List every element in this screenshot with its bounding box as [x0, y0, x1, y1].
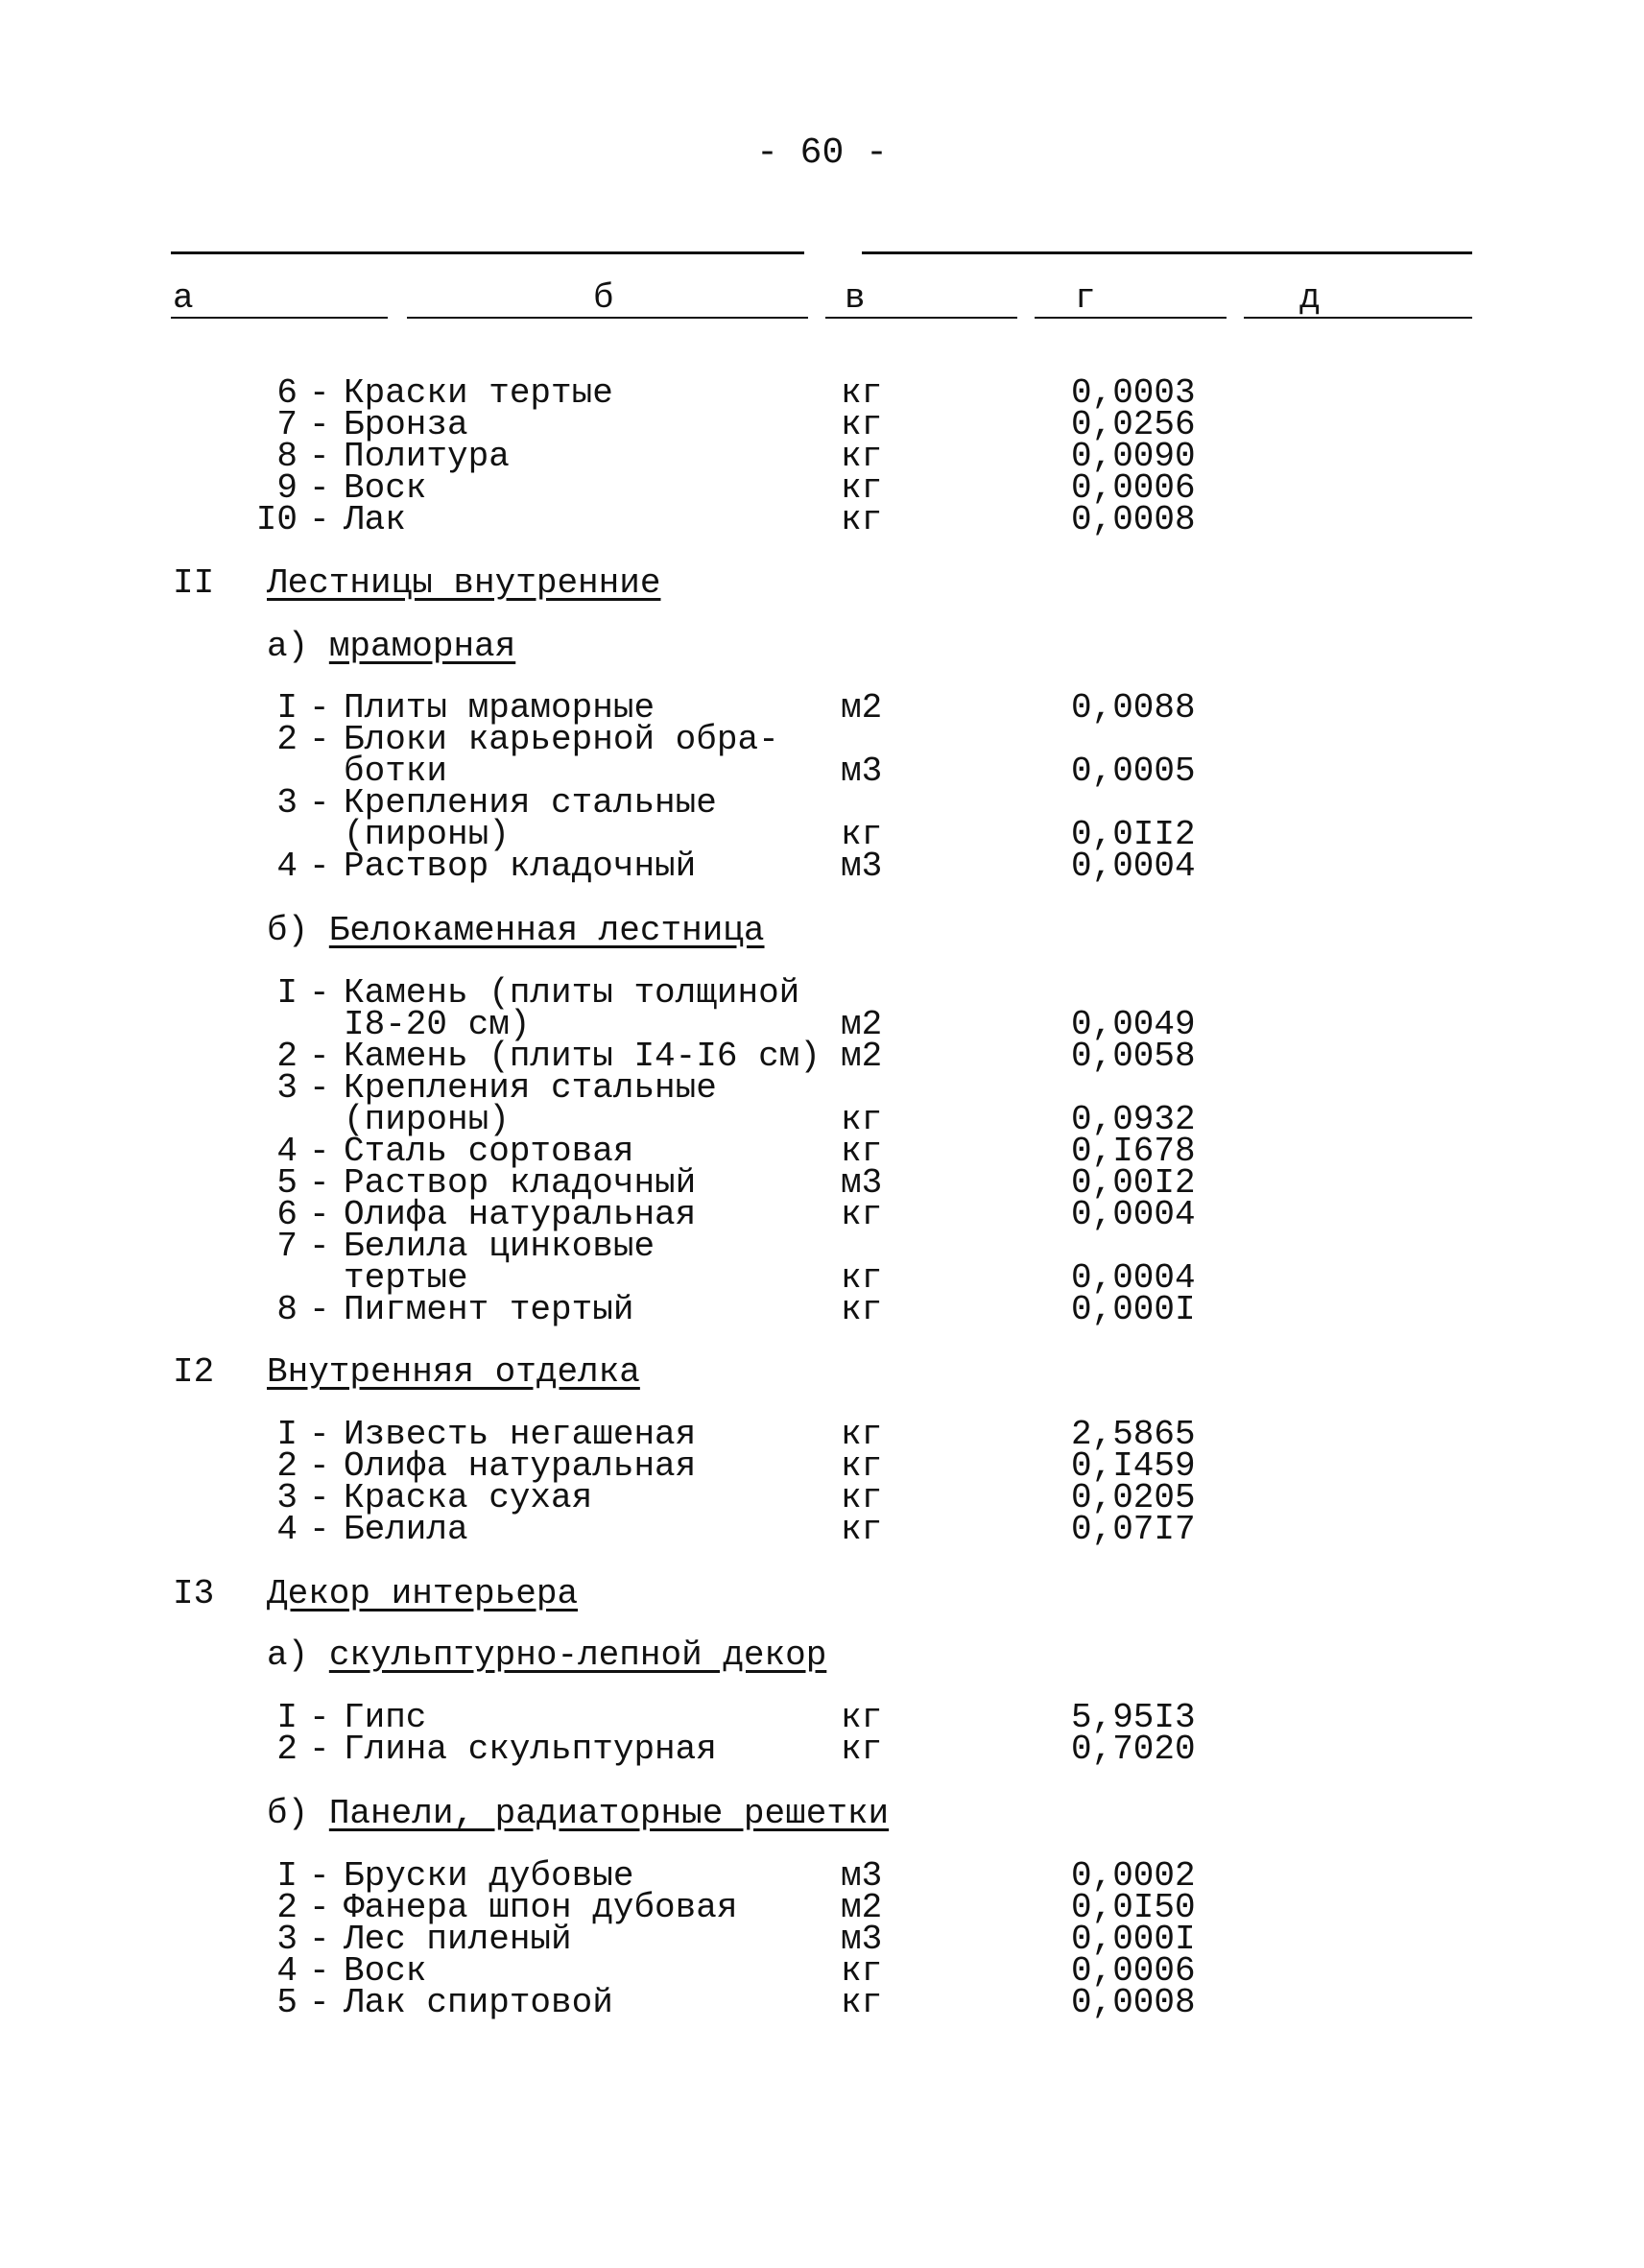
item-dash: -	[309, 500, 330, 539]
item-name: Камень (плиты толщиной	[344, 973, 800, 1013]
list-item	[0, 720, 1644, 791]
item-unit: кг	[841, 1290, 883, 1329]
subsection-heading	[267, 627, 516, 666]
item-dash: -	[309, 847, 330, 886]
item-value: 0,07I7	[1071, 1510, 1196, 1549]
subsection-prefix: а)	[267, 627, 309, 666]
column-header-c: в	[845, 278, 866, 318]
item-number: 4	[276, 1951, 298, 1991]
item-name: Лак спиртовой	[344, 1983, 613, 2022]
item-unit: м3	[841, 847, 883, 886]
item-number: I0	[255, 500, 298, 539]
item-dash: -	[309, 1920, 330, 1959]
column-header-a: а	[173, 278, 194, 318]
item-unit: кг	[841, 1415, 883, 1454]
subsection-label: скульптурно-лепной декор	[328, 1635, 827, 1675]
item-dash: -	[309, 437, 330, 476]
list-item	[0, 468, 1644, 508]
section-title: Внутренняя отделка	[267, 1352, 640, 1392]
list-item	[0, 1195, 1644, 1234]
list-item	[0, 1290, 1644, 1329]
item-value: 0,0049	[1071, 1005, 1196, 1044]
item-value: 0,0I50	[1071, 1888, 1196, 1927]
item-number: 3	[276, 1068, 298, 1108]
item-name: Фанера шпон дубовая	[344, 1888, 738, 1927]
item-dash: -	[309, 1730, 330, 1769]
item-dash: -	[309, 1195, 330, 1234]
column-header-e: д	[1299, 278, 1321, 318]
header-underline-e	[1244, 317, 1472, 319]
item-number: 2	[276, 1730, 298, 1769]
list-item	[0, 1446, 1644, 1486]
item-number: 3	[276, 1920, 298, 1959]
item-number: 8	[276, 1290, 298, 1329]
item-name: Воск	[344, 1951, 427, 1991]
item-name-continued: I8-20 см)	[344, 1005, 531, 1044]
item-name: Блоки карьерной обра-	[344, 720, 779, 759]
item-value: 0,0006	[1071, 468, 1196, 508]
list-item	[0, 1510, 1644, 1549]
item-name-continued: ботки	[344, 752, 448, 791]
item-name: Бронза	[344, 405, 468, 444]
item-name: Раствор кладочный	[344, 847, 697, 886]
item-number: I	[276, 1415, 298, 1454]
item-number: 9	[276, 468, 298, 508]
item-value: 2,5865	[1071, 1415, 1196, 1454]
item-number: 8	[276, 437, 298, 476]
column-header-b: б	[593, 278, 614, 318]
item-dash: -	[309, 1698, 330, 1737]
item-name: Сталь сортовая	[344, 1132, 634, 1171]
item-value: 0,0058	[1071, 1037, 1196, 1076]
item-number: I	[276, 1698, 298, 1737]
item-dash: -	[309, 373, 330, 413]
item-name: Олифа натуральная	[344, 1195, 697, 1234]
item-unit: м2	[841, 1888, 883, 1927]
subsection-heading	[267, 1794, 890, 1833]
item-number: 4	[276, 1510, 298, 1549]
item-number: 4	[276, 1132, 298, 1171]
list-item	[0, 1068, 1644, 1139]
item-value: 0,000I	[1071, 1920, 1196, 1959]
item-name: Лес пиленый	[344, 1920, 572, 1959]
list-item	[0, 405, 1644, 444]
item-unit: м3	[841, 1920, 883, 1959]
item-value: 0,00I2	[1071, 1163, 1196, 1203]
section-title: Лестницы внутренние	[267, 563, 661, 603]
item-number: 5	[276, 1163, 298, 1203]
item-name: Олифа натуральная	[344, 1446, 697, 1486]
item-unit: кг	[841, 1510, 883, 1549]
item-unit: кг	[841, 1100, 883, 1139]
page-number: - 60 -	[756, 132, 888, 174]
subsection-prefix: б)	[267, 911, 309, 950]
item-number: 3	[276, 783, 298, 823]
list-item	[0, 1037, 1644, 1076]
item-number: I	[276, 973, 298, 1013]
item-unit: м3	[841, 752, 883, 791]
item-name: Раствор кладочный	[344, 1163, 697, 1203]
item-value: 0,0932	[1071, 1100, 1196, 1139]
item-name-continued: (пироны)	[344, 815, 510, 854]
item-number: 2	[276, 1037, 298, 1076]
list-item	[0, 847, 1644, 886]
item-value: 0,0008	[1071, 500, 1196, 539]
item-name: Белила цинковые	[344, 1227, 655, 1266]
item-unit: м2	[841, 688, 883, 728]
list-item	[0, 1856, 1644, 1896]
item-value: 0,0256	[1071, 405, 1196, 444]
item-name-continued: тертые	[344, 1258, 468, 1298]
header-underline-a	[171, 317, 388, 319]
item-unit: кг	[841, 1195, 883, 1234]
item-name: Краски тертые	[344, 373, 613, 413]
top-rule-right	[862, 251, 1472, 254]
item-dash: -	[309, 468, 330, 508]
subsection-label: Белокаменная лестница	[328, 911, 765, 950]
item-number: 2	[276, 1446, 298, 1486]
item-dash: -	[309, 1983, 330, 2022]
item-value: 0,7020	[1071, 1730, 1196, 1769]
item-dash: -	[309, 1888, 330, 1927]
item-unit: кг	[841, 373, 883, 413]
list-item	[0, 783, 1644, 854]
item-value: 0,I678	[1071, 1132, 1196, 1171]
item-unit: м3	[841, 1163, 883, 1203]
item-value: 0,0004	[1071, 847, 1196, 886]
item-name: Политура	[344, 437, 510, 476]
item-unit: кг	[841, 500, 883, 539]
item-dash: -	[309, 1290, 330, 1329]
item-value: 0,0II2	[1071, 815, 1196, 854]
list-item	[0, 1730, 1644, 1769]
item-dash: -	[309, 1037, 330, 1076]
list-item	[0, 1698, 1644, 1737]
item-value: 0,0004	[1071, 1258, 1196, 1298]
item-dash: -	[309, 405, 330, 444]
item-dash: -	[309, 1510, 330, 1549]
item-unit: м3	[841, 1856, 883, 1896]
item-value: 0,0088	[1071, 688, 1196, 728]
item-name: Белила	[344, 1510, 468, 1549]
item-number: 6	[276, 1195, 298, 1234]
header-underline-b	[407, 317, 808, 319]
item-dash: -	[309, 1446, 330, 1486]
section-number: II	[173, 563, 215, 603]
item-unit: кг	[841, 1258, 883, 1298]
item-unit: м2	[841, 1037, 883, 1076]
list-item	[0, 437, 1644, 476]
item-value: 5,95I3	[1071, 1698, 1196, 1737]
item-unit: кг	[841, 468, 883, 508]
list-item	[0, 688, 1644, 728]
item-name: Известь негашеная	[344, 1415, 697, 1454]
item-number: I	[276, 688, 298, 728]
list-item	[0, 973, 1644, 1044]
item-name: Гипс	[344, 1698, 427, 1737]
list-item	[0, 1478, 1644, 1517]
subsection-prefix: а)	[267, 1635, 309, 1675]
item-name: Бруски дубовые	[344, 1856, 634, 1896]
top-rule-left	[171, 251, 804, 254]
item-number: 4	[276, 847, 298, 886]
item-unit: кг	[841, 1478, 883, 1517]
item-value: 0,0008	[1071, 1983, 1196, 2022]
list-item	[0, 500, 1644, 539]
list-item	[0, 1132, 1644, 1171]
item-value: 0,0205	[1071, 1478, 1196, 1517]
item-value: 0,0003	[1071, 373, 1196, 413]
column-header-d: г	[1075, 278, 1096, 318]
subsection-heading	[267, 1635, 827, 1675]
list-item	[0, 1227, 1644, 1298]
item-value: 0,0002	[1071, 1856, 1196, 1896]
item-dash: -	[309, 973, 330, 1013]
item-unit: кг	[841, 437, 883, 476]
item-dash: -	[309, 1415, 330, 1454]
item-value: 0,I459	[1071, 1446, 1196, 1486]
item-dash: -	[309, 783, 330, 823]
item-unit: кг	[841, 1983, 883, 2022]
header-underline-c	[825, 317, 1017, 319]
section-number: I2	[173, 1352, 215, 1392]
header-underline-d	[1035, 317, 1227, 319]
item-dash: -	[309, 688, 330, 728]
item-name: Крепления стальные	[344, 1068, 717, 1108]
item-name: Воск	[344, 468, 427, 508]
item-unit: кг	[841, 1446, 883, 1486]
list-item	[0, 1983, 1644, 2022]
item-dash: -	[309, 1856, 330, 1896]
item-unit: кг	[841, 405, 883, 444]
subsection-label: мраморная	[328, 627, 516, 666]
item-value: 0,000I	[1071, 1290, 1196, 1329]
item-name: Крепления стальные	[344, 783, 717, 823]
list-item	[0, 1888, 1644, 1927]
item-number: 2	[276, 1888, 298, 1927]
item-unit: кг	[841, 1698, 883, 1737]
item-name: Лак	[344, 500, 406, 539]
item-dash: -	[309, 1478, 330, 1517]
list-item	[0, 1920, 1644, 1959]
item-unit: кг	[841, 1951, 883, 1991]
item-dash: -	[309, 1951, 330, 1991]
list-item	[0, 373, 1644, 413]
list-item	[0, 1415, 1644, 1454]
item-name: Краска сухая	[344, 1478, 593, 1517]
item-name: Камень (плиты I4-I6 см)	[344, 1037, 821, 1076]
item-dash: -	[309, 1132, 330, 1171]
item-value: 0,0004	[1071, 1195, 1196, 1234]
section-number: I3	[173, 1574, 215, 1613]
item-value: 0,0005	[1071, 752, 1196, 791]
subsection-prefix: б)	[267, 1794, 309, 1833]
subsection-heading	[267, 911, 765, 950]
subsection-label: Панели, радиаторные решетки	[328, 1794, 890, 1833]
item-unit: кг	[841, 815, 883, 854]
section-title: Декор интерьера	[267, 1574, 579, 1613]
item-dash: -	[309, 1227, 330, 1266]
item-number: 7	[276, 1227, 298, 1266]
item-value: 0,0006	[1071, 1951, 1196, 1991]
item-unit: кг	[841, 1730, 883, 1769]
item-value: 0,0090	[1071, 437, 1196, 476]
item-number: 7	[276, 405, 298, 444]
item-number: 2	[276, 720, 298, 759]
item-name: Плиты мраморные	[344, 688, 655, 728]
item-name: Пигмент тертый	[344, 1290, 634, 1329]
item-number: 3	[276, 1478, 298, 1517]
item-name: Глина скульптурная	[344, 1730, 717, 1769]
item-dash: -	[309, 720, 330, 759]
item-number: 6	[276, 373, 298, 413]
list-item	[0, 1163, 1644, 1203]
item-unit: кг	[841, 1132, 883, 1171]
item-unit: м2	[841, 1005, 883, 1044]
item-number: I	[276, 1856, 298, 1896]
item-dash: -	[309, 1163, 330, 1203]
item-number: 5	[276, 1983, 298, 2022]
list-item	[0, 1951, 1644, 1991]
item-name-continued: (пироны)	[344, 1100, 510, 1139]
item-dash: -	[309, 1068, 330, 1108]
